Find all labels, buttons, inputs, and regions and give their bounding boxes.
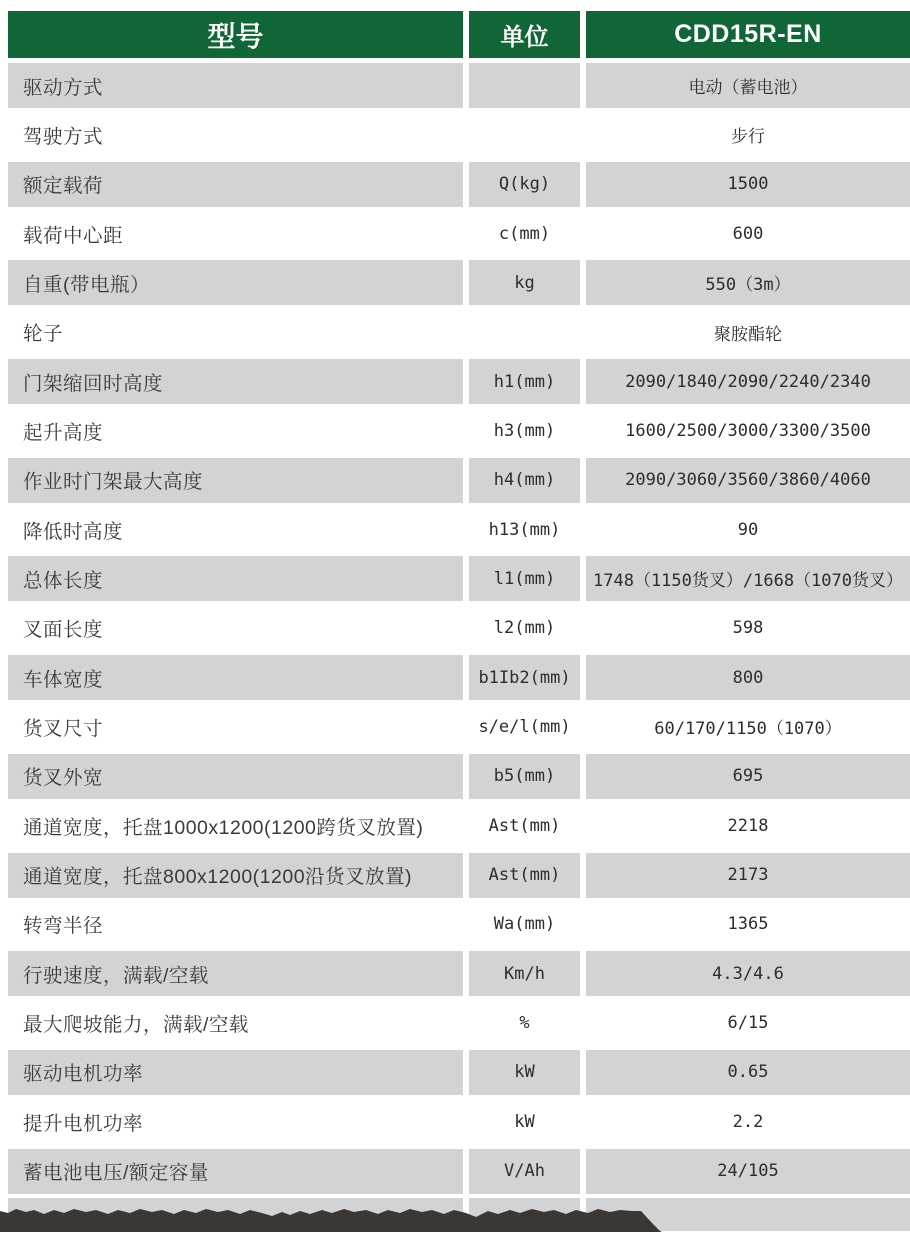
- spec-row: [8, 902, 910, 947]
- spec-unit: h3(mm): [493, 420, 556, 441]
- spec-unit: b5(mm): [493, 766, 556, 787]
- spec-label: 自重(带电瓶）: [23, 273, 150, 296]
- spec-row: [8, 754, 910, 799]
- spec-row: [8, 507, 910, 552]
- spec-value: 2173: [727, 865, 769, 885]
- header-unit-label: 单位: [469, 11, 580, 58]
- spec-label: 作业时门架最大高度: [23, 471, 204, 494]
- spec-row: [8, 1149, 910, 1194]
- spec-row: [8, 1099, 910, 1144]
- spec-row: [8, 951, 910, 996]
- spec-label: 通道宽度，托盘1000x1200(1200跨货叉放置): [23, 816, 424, 839]
- spec-label: 载荷中心距: [23, 224, 124, 247]
- spec-row: [8, 655, 910, 700]
- spec-unit: Q(kg): [498, 174, 551, 195]
- spec-row: [8, 1050, 910, 1095]
- spec-value: 2.2: [732, 1111, 764, 1132]
- spec-unit: Ast(mm): [488, 865, 561, 885]
- spec-unit: h4(mm): [493, 470, 556, 491]
- spec-label: 总体长度: [23, 569, 104, 592]
- spec-row: [8, 162, 910, 207]
- spec-row: [8, 408, 910, 453]
- spec-value: 598: [732, 618, 764, 639]
- spec-label: 起升高度: [23, 421, 104, 444]
- header-model-value: CDD15R-EN: [586, 11, 910, 58]
- spec-unit: kW: [514, 1111, 535, 1132]
- spec-label: 货叉外宽: [23, 767, 104, 790]
- table-header-row: [8, 11, 910, 58]
- spec-label: 车体宽度: [23, 668, 104, 691]
- spec-label: 提升电机功率: [23, 1112, 144, 1135]
- spec-value: 1748（1150货叉）/1668（1070货叉）: [593, 571, 903, 592]
- spec-value: 步行: [731, 127, 765, 148]
- spec-unit: V/Ah: [504, 1161, 545, 1182]
- spec-label: 额定载荷: [23, 175, 104, 198]
- spec-unit: Km/h: [504, 963, 545, 984]
- spec-unit: h1(mm): [493, 371, 556, 392]
- spec-label: 轮子: [23, 323, 64, 346]
- spec-row: [8, 260, 910, 305]
- spec-row: [8, 359, 910, 404]
- spec-row: [8, 211, 910, 256]
- spec-row: [8, 704, 910, 749]
- spec-value: 600: [732, 223, 764, 244]
- spec-row: [8, 853, 910, 898]
- spec-unit: b1Ib2(mm): [478, 667, 571, 688]
- spec-label: 降低时高度: [23, 520, 124, 543]
- spec-unit: Wa(mm): [493, 914, 556, 935]
- spec-value: 60/170/1150（1070）: [654, 719, 842, 740]
- spec-value: 0.65: [727, 1062, 769, 1083]
- spec-value: 1500: [727, 174, 769, 195]
- spec-value: 800: [732, 667, 764, 688]
- spec-row: [8, 556, 910, 601]
- spec-value: 6/15: [727, 1013, 769, 1034]
- spec-value: 90: [737, 519, 759, 540]
- spec-row: [8, 63, 910, 108]
- spec-value: 2090/3060/3560/3860/4060: [625, 470, 871, 491]
- spec-value: 聚胺酯轮: [714, 324, 782, 345]
- header-model-label: 型号: [8, 11, 463, 58]
- spec-row: [8, 606, 910, 651]
- spec-label: 行驶速度，满载/空载: [23, 964, 209, 987]
- spec-label: 通道宽度，托盘800x1200(1200沿货叉放置): [23, 866, 413, 888]
- spec-row: [8, 458, 910, 503]
- spec-value: 695: [732, 766, 764, 787]
- spec-label: 叉面长度: [23, 619, 104, 642]
- spec-value: 550（3m）: [705, 275, 791, 296]
- spec-label: 转弯半径: [23, 915, 104, 938]
- spec-label: 驾驶方式: [23, 125, 104, 148]
- spec-value: 4.3/4.6: [712, 963, 784, 984]
- spec-row: [8, 310, 910, 355]
- spec-table-body: [8, 63, 910, 1194]
- spec-unit: %: [519, 1013, 530, 1034]
- spec-value: 2218: [727, 815, 769, 836]
- spec-unit: h13(mm): [488, 519, 561, 540]
- spec-unit: kW: [514, 1062, 535, 1083]
- spec-row: [8, 1001, 910, 1046]
- spec-row: [8, 112, 910, 157]
- spec-unit: l1(mm): [493, 568, 556, 589]
- spec-unit: c(mm): [498, 223, 551, 244]
- spec-label: 蓄电池电压/额定容量: [23, 1162, 209, 1185]
- spec-label: 驱动电机功率: [23, 1063, 144, 1086]
- spec-value: 1600/2500/3000/3300/3500: [625, 420, 871, 441]
- spec-label: 驱动方式: [23, 76, 104, 99]
- torn-edge-shape: [0, 1209, 662, 1232]
- spec-value: 2090/1840/2090/2240/2340: [625, 371, 871, 392]
- spec-value: 电动（蓄电池）: [688, 78, 808, 98]
- spec-value: 1365: [727, 914, 769, 935]
- spec-label: 货叉尺寸: [23, 717, 104, 740]
- spec-unit: kg: [514, 272, 535, 293]
- spec-label: 最大爬坡能力，满载/空载: [23, 1014, 249, 1037]
- spec-unit: s/e/l(mm): [478, 716, 571, 737]
- spec-label: 门架缩回时高度: [23, 372, 164, 395]
- spec-value: 24/105: [717, 1161, 779, 1182]
- torn-edge-graphic: [0, 1205, 668, 1232]
- spec-row: [8, 803, 910, 848]
- spec-unit: l2(mm): [493, 618, 556, 639]
- spec-unit: Ast(mm): [488, 815, 561, 836]
